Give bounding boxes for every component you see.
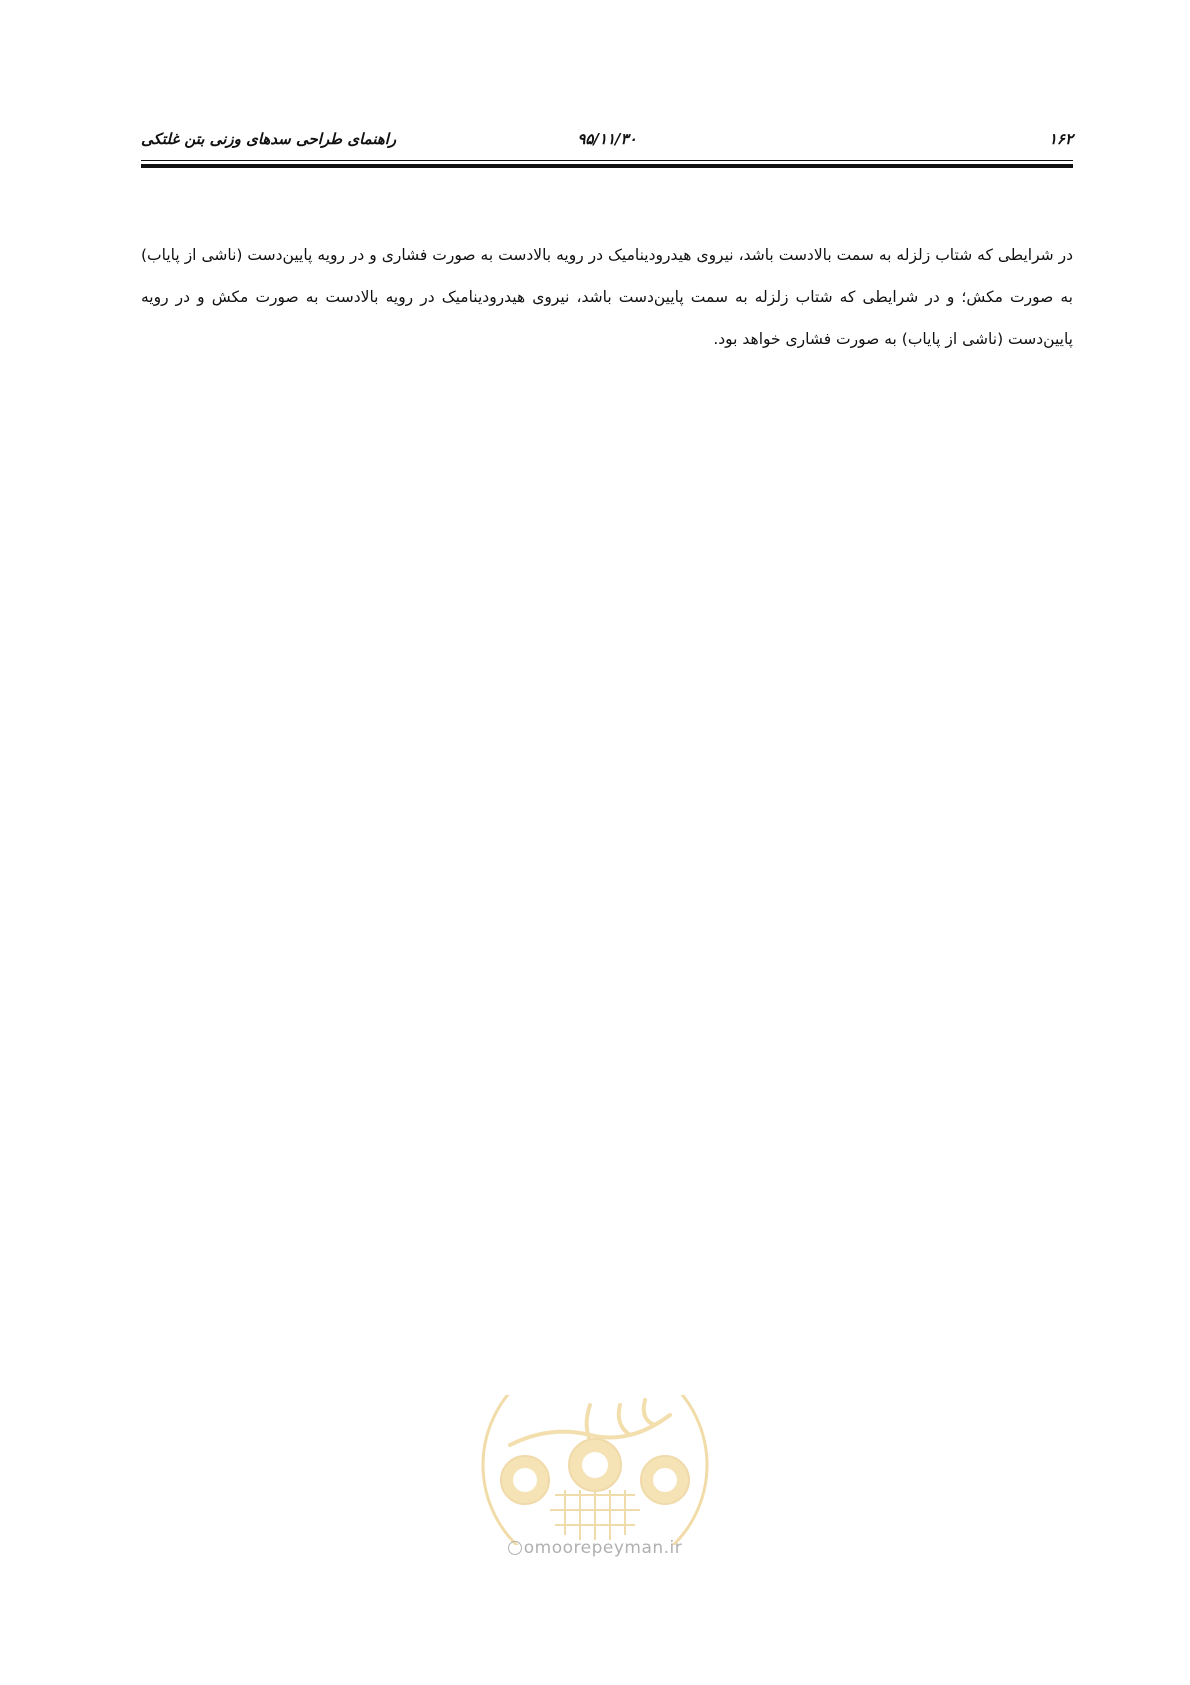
header-rule-thick xyxy=(141,164,1073,168)
header-date: ۹۵/۱۱/۳۰ xyxy=(577,130,637,148)
header-rule-thin xyxy=(141,160,1073,161)
document-title: راهنمای طراحی سدهای وزنی بتن غلتکی xyxy=(141,130,397,148)
body-paragraph: در شرایطی که شتاب زلزله به سمت بالادست باشد، نیروی هیدرودینامیک در رویه بالادست به صورت فشاری و در رویه پایین‌دست (ناشی از پایاب) به صورت مکش؛ و در شرایطی که شتاب زلزله به سمت پایین‌دست باشد، نیروی هیدرودینامیک در رویه بالادست به صورت مکش و در رویه پایین‌دست (ناشی از پایاب) به صورت فشاری خواهد بود. xyxy=(141,245,1073,348)
page-number: ۱۶۲ xyxy=(1048,130,1073,148)
watermark-url-line xyxy=(470,1538,720,1558)
page-header xyxy=(141,120,1073,162)
globe-icon xyxy=(508,1541,522,1555)
watermark-url: omoorepeyman.ir xyxy=(523,1538,683,1558)
logo-seal-icon xyxy=(470,1395,720,1545)
